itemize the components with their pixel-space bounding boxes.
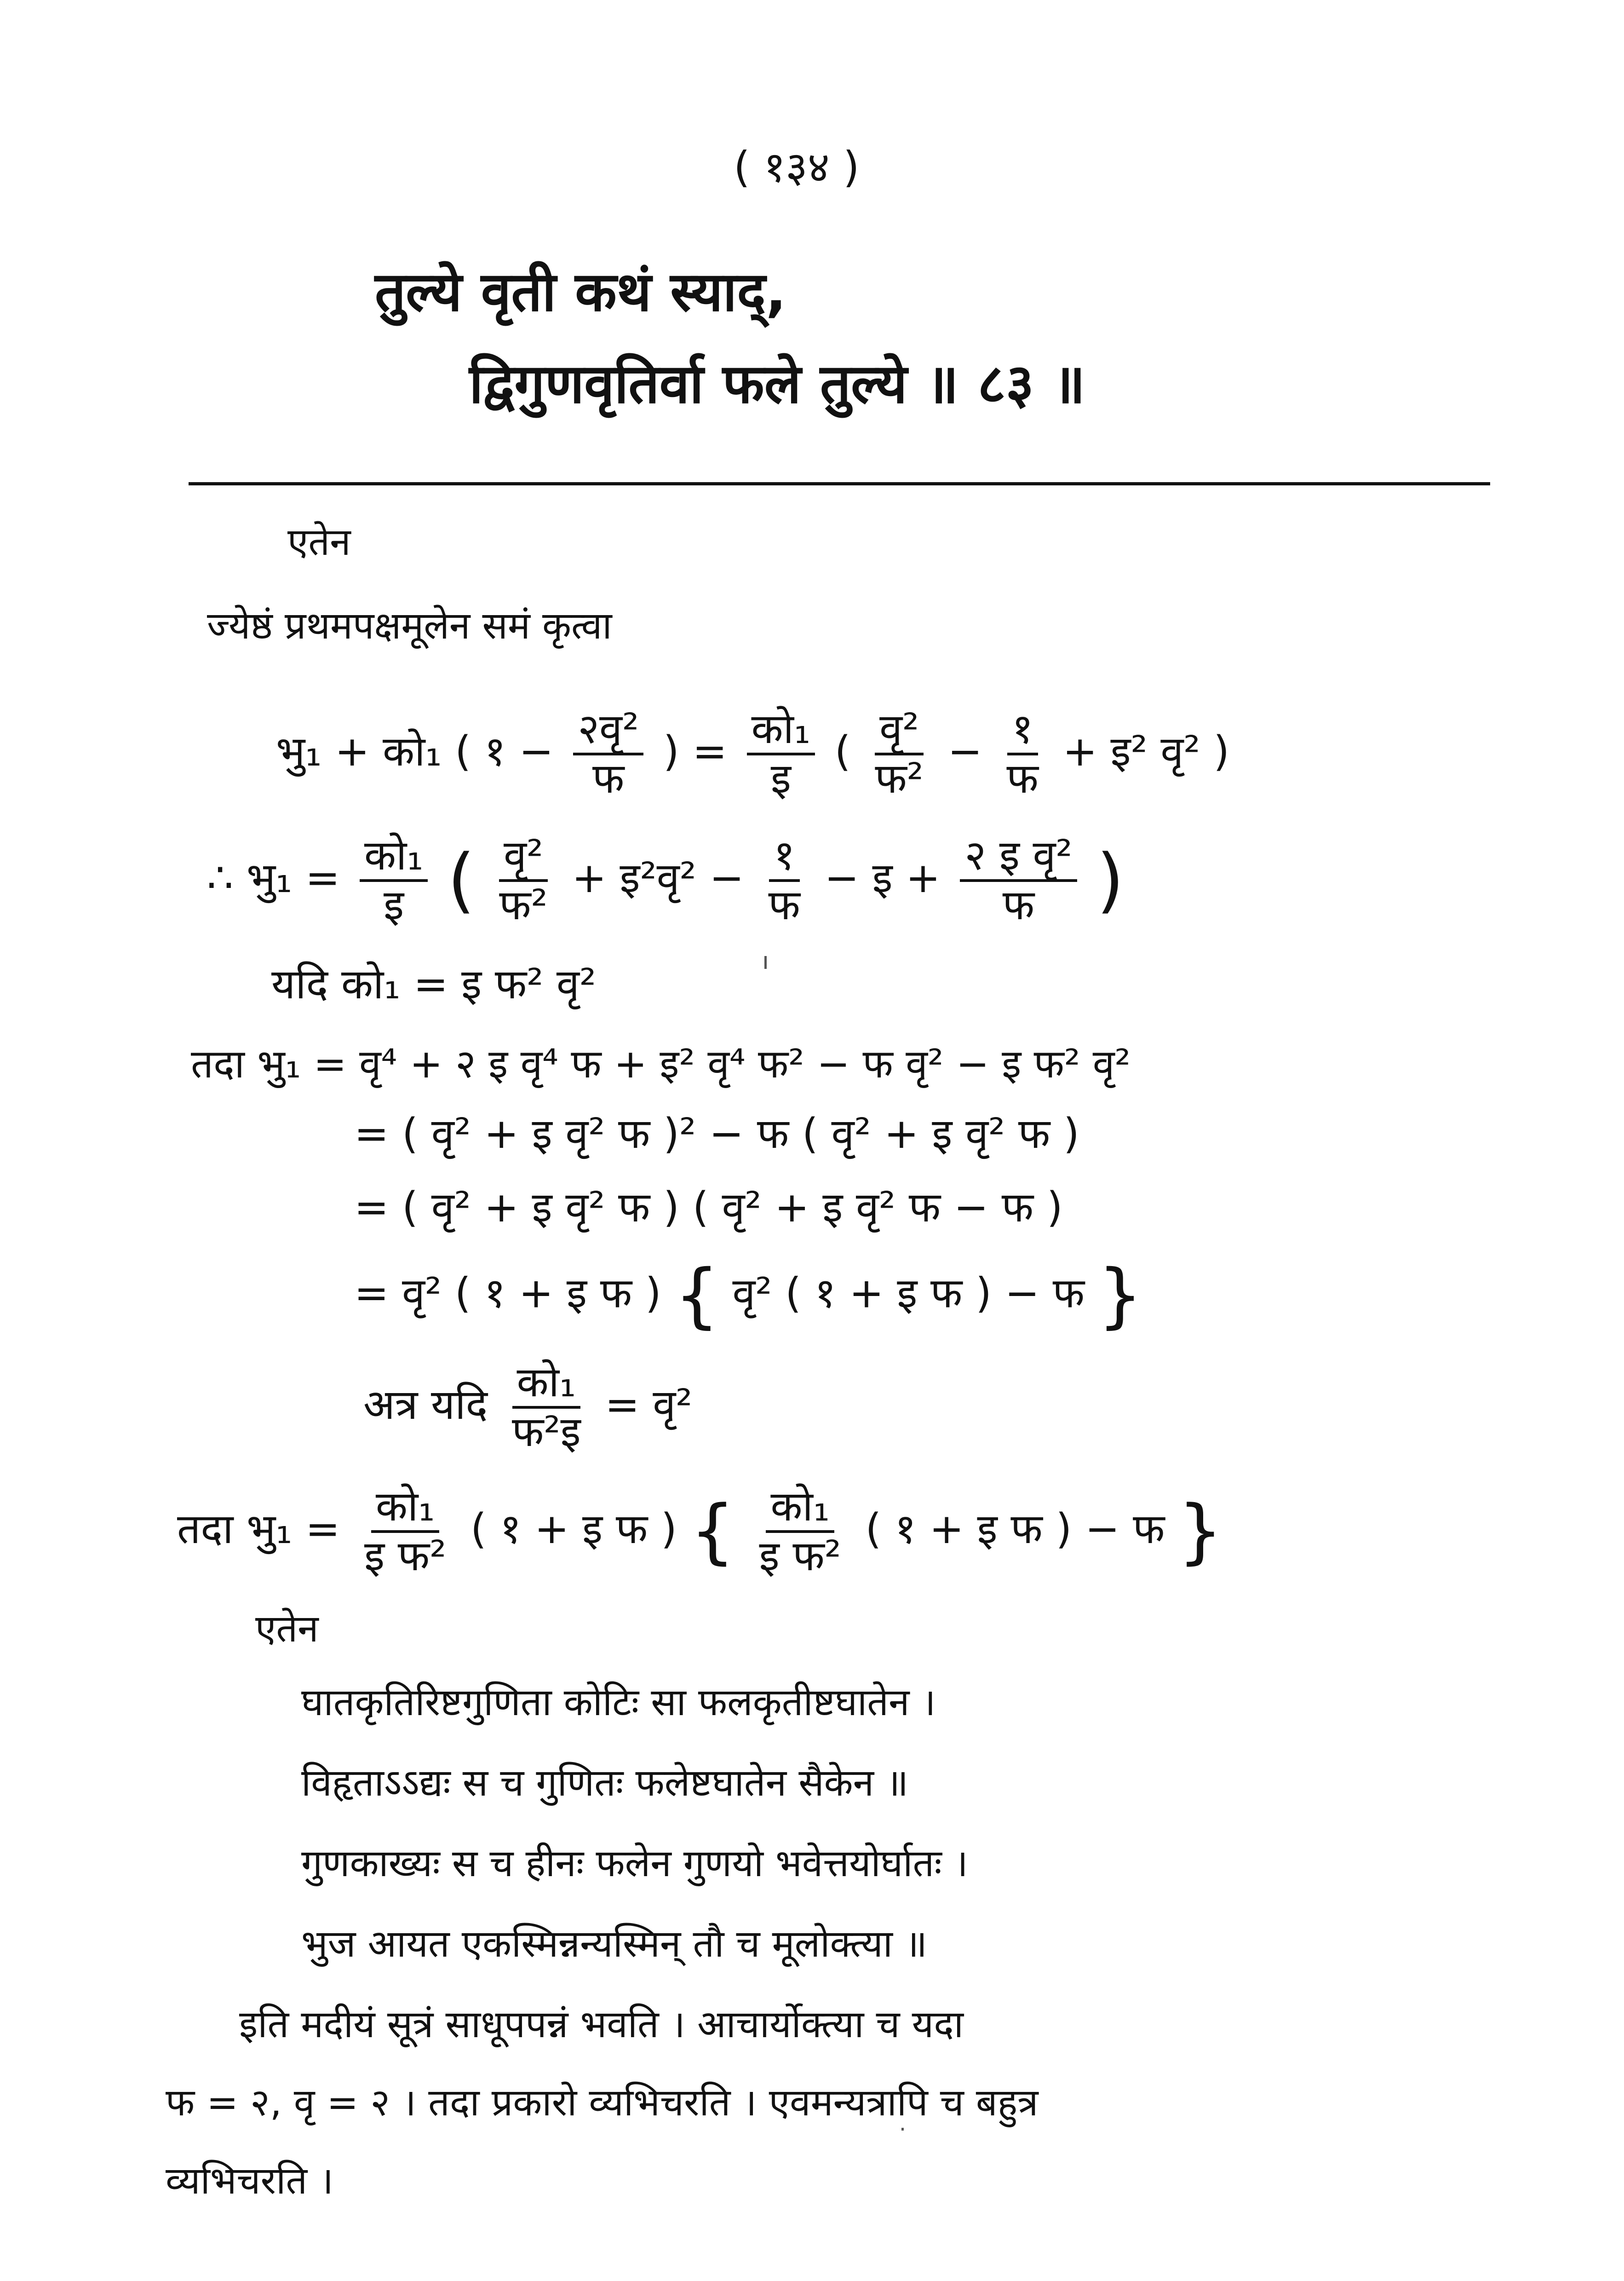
equation-8 (177, 1482, 1223, 1580)
atra-yadi-label: अत्र यदि (363, 1380, 488, 1429)
eq1-f3-den: फ² (875, 755, 924, 803)
eq1-mid: ) = (663, 727, 727, 776)
eq1-fraction-2 (747, 705, 815, 803)
stray-mark (764, 956, 767, 969)
eq8-tail: ( १ + इ फ ) − फ (865, 1504, 1165, 1553)
eq2-open: ( (447, 839, 475, 922)
eq8-fraction-2 (755, 1482, 846, 1580)
yadi-line: यदि को₁ = इ फ² वृ² (271, 960, 597, 1008)
eq6-brace-close: } (1097, 1255, 1143, 1336)
sutra-line-2: विहृताऽऽद्यः स च गुणितः फलेष्टघातेन सैकेन ॥ (301, 1761, 909, 1805)
conclusion-line-2: फ = २, वृ = २ । तदा प्रकारो व्यभिचरति । एवमन्यत्रापि च बहुत्र (166, 2081, 1039, 2125)
eq2-fraction-3 (763, 831, 804, 929)
etena-heading-2: एतेन (255, 1607, 319, 1651)
eq2-fraction-4 (960, 831, 1077, 929)
eq8-f1-num: को₁ (371, 1486, 440, 1533)
sutra-line-1: घातकृतिरिष्टगुणिता कोटिः सा फलकृतीष्टघातेन । (301, 1681, 936, 1724)
eq6-brace-open: { (674, 1255, 719, 1336)
eq8-mid: ( १ + इ फ ) (470, 1504, 677, 1553)
eq1-lhs: भु₁ + को₁ ( १ − (276, 727, 554, 776)
conclusion-line-1: इति मदीयं सूत्रं साधूपपन्नं भवति । आचार्योक्त्या च यदा (239, 2003, 964, 2046)
eq1-f4-num: १ (1007, 708, 1038, 755)
eq8-f2-num: को₁ (766, 1486, 834, 1533)
eq7-f-den: फ²इ (511, 1408, 581, 1456)
eq2-mid: + इ²वृ² − (572, 853, 744, 902)
eq8-f2-den: इ फ² (759, 1532, 841, 1580)
eq2-f1-num: को₁ (360, 835, 428, 882)
conclusion-line-3: व्यभिचरति । (166, 2159, 334, 2203)
eq2-fraction-2 (494, 831, 552, 929)
equation-3: तदा भु₁ = वृ⁴ + २ इ वृ⁴ फ + इ² वृ⁴ फ² − फ वृ² − इ फ² वृ² (191, 1041, 1131, 1087)
eq1-f1-den: फ (592, 755, 625, 803)
eq1-tail: + इ² वृ² ) (1062, 727, 1230, 776)
eq1-open: ( (834, 727, 851, 776)
eq2-close: ) (1096, 839, 1124, 922)
eq2-f1-den: इ (384, 881, 404, 929)
verse-line-2: द्विगुणवृतिर्वा फले तुल्ये ॥ ८३ ॥ (469, 352, 1085, 415)
eq8-brace-close: } (1178, 1490, 1223, 1573)
equation-1 (276, 705, 1230, 803)
eq2-mid2: − इ + (824, 853, 941, 902)
equation-4: = ( वृ² + इ वृ² फ )² − फ ( वृ² + इ वृ² फ ) (354, 1110, 1079, 1158)
eq7-fraction (507, 1358, 585, 1456)
eq1-f2-den: इ (770, 755, 791, 803)
eq2-f4-num: २ इ वृ² (960, 835, 1077, 882)
intro-line: ज्येष्ठं प्रथमपक्षमूलेन समं कृत्वा (207, 604, 612, 648)
eq1-fraction-3 (870, 705, 928, 803)
eq2-f2-num: वृ² (499, 835, 548, 882)
eq6-part-a: = वृ² ( १ + इ फ ) (354, 1269, 661, 1318)
eq1-minus: − (947, 727, 982, 776)
verse-line-1: तुल्ये वृती कथं स्याद्, (375, 260, 786, 323)
eq2-f3-den: फ (768, 881, 800, 929)
eq1-f4-den: फ (1006, 755, 1039, 803)
equation-7 (363, 1358, 693, 1456)
eq2-f4-den: फ (1002, 881, 1035, 929)
equation-6 (354, 1255, 1143, 1336)
eq1-f1-num: २वृ² (573, 708, 643, 755)
sutra-line-4: भुज आयत एकस्मिन्नन्यस्मिन् तौ च मूलोक्त्या ॥ (301, 1922, 928, 1966)
equation-5: = ( वृ² + इ वृ² फ ) ( वृ² + इ वृ² फ − फ ) (354, 1183, 1063, 1232)
sutra-line-3: गुणकाख्यः स च हीनः फलेन गुणयो भवेत्तयोर्घातः । (301, 1842, 968, 1885)
eq1-f3-num: वृ² (875, 708, 924, 755)
eq1-fraction-1 (573, 705, 643, 803)
eq2-f3-num: १ (769, 835, 800, 882)
etena-heading-1: एतेन (287, 520, 351, 564)
eq2-f2-den: फ² (499, 881, 548, 929)
stray-dot (901, 2128, 904, 2131)
eq8-brace-open: { (690, 1490, 735, 1573)
eq1-f2-num: को₁ (747, 708, 815, 755)
eq8-fraction-1 (360, 1482, 451, 1580)
eq7-f-num: को₁ (512, 1362, 581, 1409)
eq8-lhs: तदा भु₁ = (177, 1504, 340, 1553)
eq6-part-b: वृ² ( १ + इ फ ) − फ (732, 1269, 1085, 1318)
eq2-lhs: ∴ भु₁ = (207, 853, 340, 902)
eq8-f1-den: इ फ² (364, 1532, 447, 1580)
eq1-fraction-4 (1002, 705, 1043, 803)
page-number: ( १३४ ) (734, 143, 860, 192)
eq7-rhs: = वृ² (605, 1380, 693, 1429)
horizontal-rule (189, 482, 1490, 485)
equation-2 (207, 831, 1124, 929)
eq2-fraction-1 (360, 831, 428, 929)
